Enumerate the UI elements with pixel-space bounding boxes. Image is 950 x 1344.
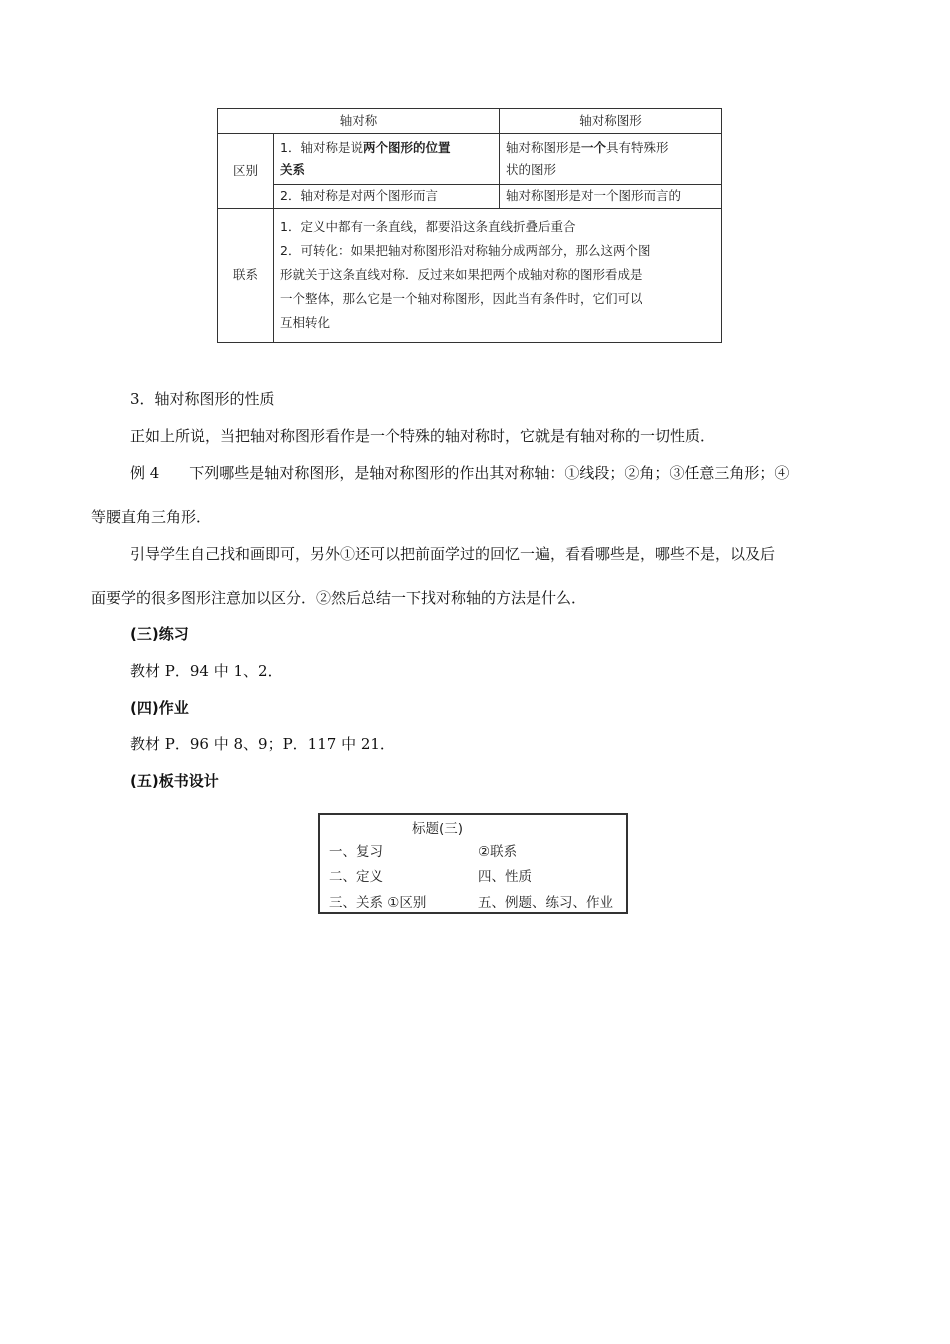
paragraph: 教材 P．94 中 1、2． (130, 662, 283, 680)
diff-row1-right: 轴对称图形是一个具有特殊形 状的图形 (500, 134, 722, 184)
board-item: 一、复习 (329, 844, 383, 860)
link-line: 形就关于这条直线对称．反过来如果把两个成轴对称的图形看成是 (280, 267, 643, 283)
diff-row2-right: 轴对称图形是对一个图形而言的 (500, 184, 722, 208)
section-heading: (三)练习 (130, 625, 189, 643)
section-heading: (四)作业 (130, 699, 189, 717)
section-heading: (五)板书设计 (130, 772, 219, 790)
link-line: 2．可转化：如果把轴对称图形沿对称轴分成两部分，那么这两个图 (280, 243, 651, 259)
table-row (218, 208, 722, 342)
diff-label: 区别 (218, 134, 274, 209)
diff-row2-left: 2．轴对称是对两个图形而言 (274, 184, 500, 208)
paragraph: 引导学生自己找和画即可，另外①还可以把前面学过的回忆一遍，看看哪些是，哪些不是，以及后 (130, 545, 776, 563)
header-axisymmetric-figure: 轴对称图形 (500, 109, 722, 134)
board-item: 三、关系 ①区别 (329, 895, 427, 911)
example-line: 等腰直角三角形． (91, 508, 212, 526)
comparison-table (217, 108, 722, 343)
example-line: 例 4 下列哪些是轴对称图形，是轴对称图形的作出其对称轴：①线段；②角；③任意三角形；④ (130, 464, 790, 482)
table-header-row (218, 109, 722, 134)
board-item: 五、例题、练习、作业 (478, 895, 613, 911)
table-row (218, 184, 722, 208)
link-label: 联系 (218, 208, 274, 342)
board-item: 二、定义 (329, 869, 383, 885)
link-line: 一个整体，那么它是一个轴对称图形，因此当有条件时，它们可以 (280, 291, 643, 307)
board-item: 四、性质 (478, 869, 532, 885)
paragraph: 教材 P．96 中 8、9；P．117 中 21． (130, 735, 395, 753)
link-line: 1．定义中都有一条直线，都要沿这条直线折叠后重合 (280, 219, 576, 235)
table-row (218, 134, 722, 184)
section-title: 3．轴对称图形的性质 (130, 390, 275, 408)
link-line: 互相转化 (280, 315, 331, 331)
board-design-box (318, 813, 628, 914)
board-title: 标题(三) (412, 821, 464, 837)
header-axial-symmetry: 轴对称 (218, 109, 500, 134)
board-item: ②联系 (478, 844, 518, 860)
paragraph: 面要学的很多图形注意加以区分．②然后总结一下找对称轴的方法是什么． (91, 589, 587, 607)
paragraph: 正如上所说，当把轴对称图形看作是一个特殊的轴对称时，它就是有轴对称的一切性质． (130, 427, 716, 445)
diff-row1-left: 1．轴对称是说两个图形的位置 关系 (274, 134, 500, 184)
link-content (274, 208, 722, 342)
